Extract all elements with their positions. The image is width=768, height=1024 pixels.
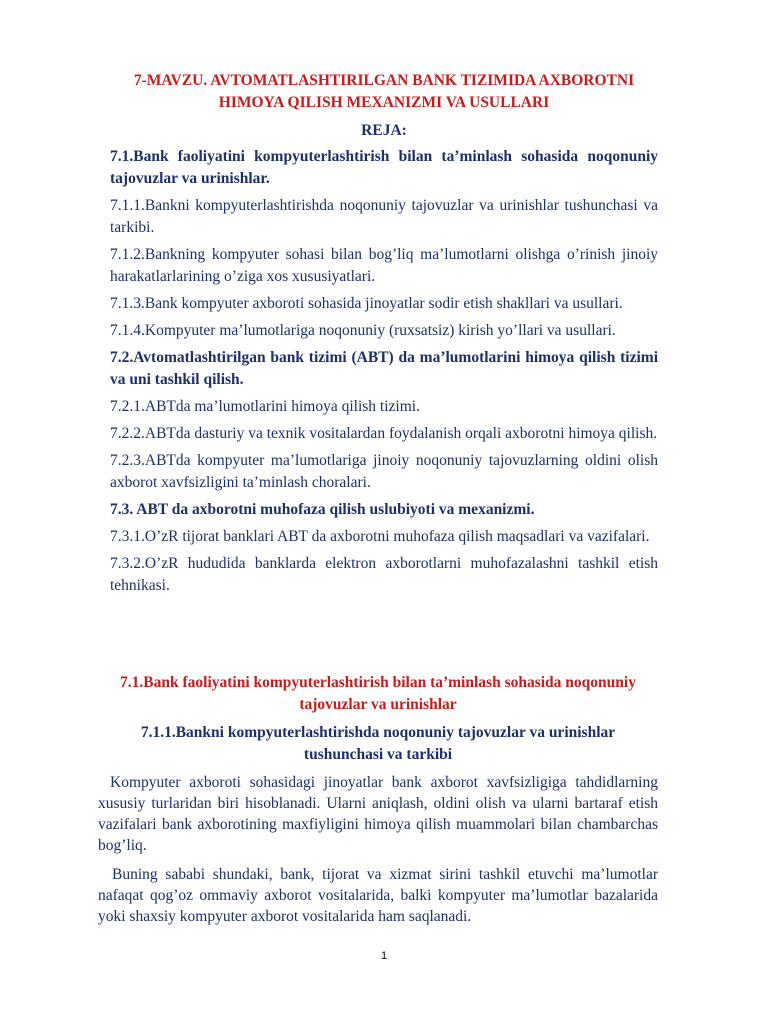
document-title [110, 70, 658, 114]
outline-item-7-3-2: 7.3.2.O’zR hududida banklarda elektron axborotlarni muhofazalashni tashkil etish tehnikasi. [110, 555, 658, 594]
section-heading [98, 672, 658, 716]
subsection-heading-line-2: tushunchasi va tarkibi [303, 746, 453, 763]
outline-heading-7-3: 7.3. ABT da axborotni muhofaza qilish uslubiyoti va mexanizmi. [110, 501, 535, 518]
page-number: 1 [380, 950, 388, 962]
plan-label: REJA: [361, 122, 407, 139]
outline-heading-7-1: 7.1.Bank faoliyatini kompyuterlashtirish bilan ta’minlash sohasida noqonuniy tajovuzlar va urinishlar. [110, 148, 658, 187]
outline-block [110, 70, 658, 602]
outline-item-7-2-1: 7.2.1.ABTda ma’lumotlarini himoya qilish tizimi. [110, 398, 420, 415]
body-paragraph-1: Kompyuter axboroti sohasidagi jinoyatlar bank axborot xavfsizligiga tahdidlarning xususiy turlaridan biri hisoblanadi. Ularni aniqlash, oldini olish va ularni bartaraf etish vazifalari bank axborotining maxfiyligini himoya qilish muammolari bilan chambarchas bog’liq. [98, 774, 658, 854]
body-paragraph-2: Buning sababi shundaki, bank, tijorat va xizmat sirini tashkil etuvchi ma’lumotlar nafaqat qog’oz ommaviy axborot vositalarida, balki kompyuter ma’lumotlar bazalarida yoki shaxsiy kompyuter axborot vositalarida ham saqlanadi. [98, 866, 658, 925]
outline-item-7-1-1: 7.1.1.Bankni kompyuterlashtirishda noqonuniy tajovuzlar va urinishlar tushunchasi va tarkibi. [110, 197, 658, 236]
title-line-1: 7-MAVZU. AVTOMATLASHTIRILGAN BANK TIZIMIDA AXBOROTNI [133, 72, 635, 89]
subsection-heading-line-1: 7.1.1.Bankni kompyuterlashtirishda noqonuniy tajovuzlar va urinishlar [140, 724, 616, 741]
subsection-heading [98, 722, 658, 766]
outline-item-7-2-3: 7.2.3.ABTda kompyuter ma’lumotlariga jinoiy noqonuniy tajovuzlarning oldini olish axborot xavfsizligini ta’minlash choralari. [110, 452, 658, 491]
outline-item-7-1-2: 7.1.2.Bankning kompyuter sohasi bilan bog’liq ma’lumotlarni olishga o’rinish jinoiy harakatlarlarining o’ziga xos xususiyatlari. [110, 246, 658, 285]
section-heading-line-2: tajovuzlar va urinishlar [299, 696, 457, 713]
outline-item-7-2-2: 7.2.2.ABTda dasturiy va texnik vositalardan foydalanish orqali axborotni himoya qilish. [110, 425, 658, 442]
outline-heading-7-2: 7.2.Avtomatlashtirilgan bank tizimi (ABT) da ma’lumotlarini himoya qilish tizimi va uni tashkil qilish. [110, 349, 658, 388]
section-heading-line-1: 7.1.Bank faoliyatini kompyuterlashtirish bilan ta’minlash sohasida noqonuniy [120, 674, 636, 691]
outline-item-7-3-1: 7.3.1.O’zR tijorat banklari ABT da axborotni muhofaza qilish maqsadlari va vazifalari. [110, 528, 650, 545]
title-line-2: HIMOYA QILISH MEXANIZMI VA USULLARI [218, 94, 550, 111]
outline-item-7-1-3: 7.1.3.Bank kompyuter axboroti sohasida jinoyatlar sodir etish shakllari va usullari. [110, 295, 623, 312]
outline-item-7-1-4: 7.1.4.Kompyuter ma’lumotlariga noqonuniy (ruxsatsiz) kirish yo’llari va usullari. [110, 322, 616, 339]
section-block [98, 662, 658, 935]
